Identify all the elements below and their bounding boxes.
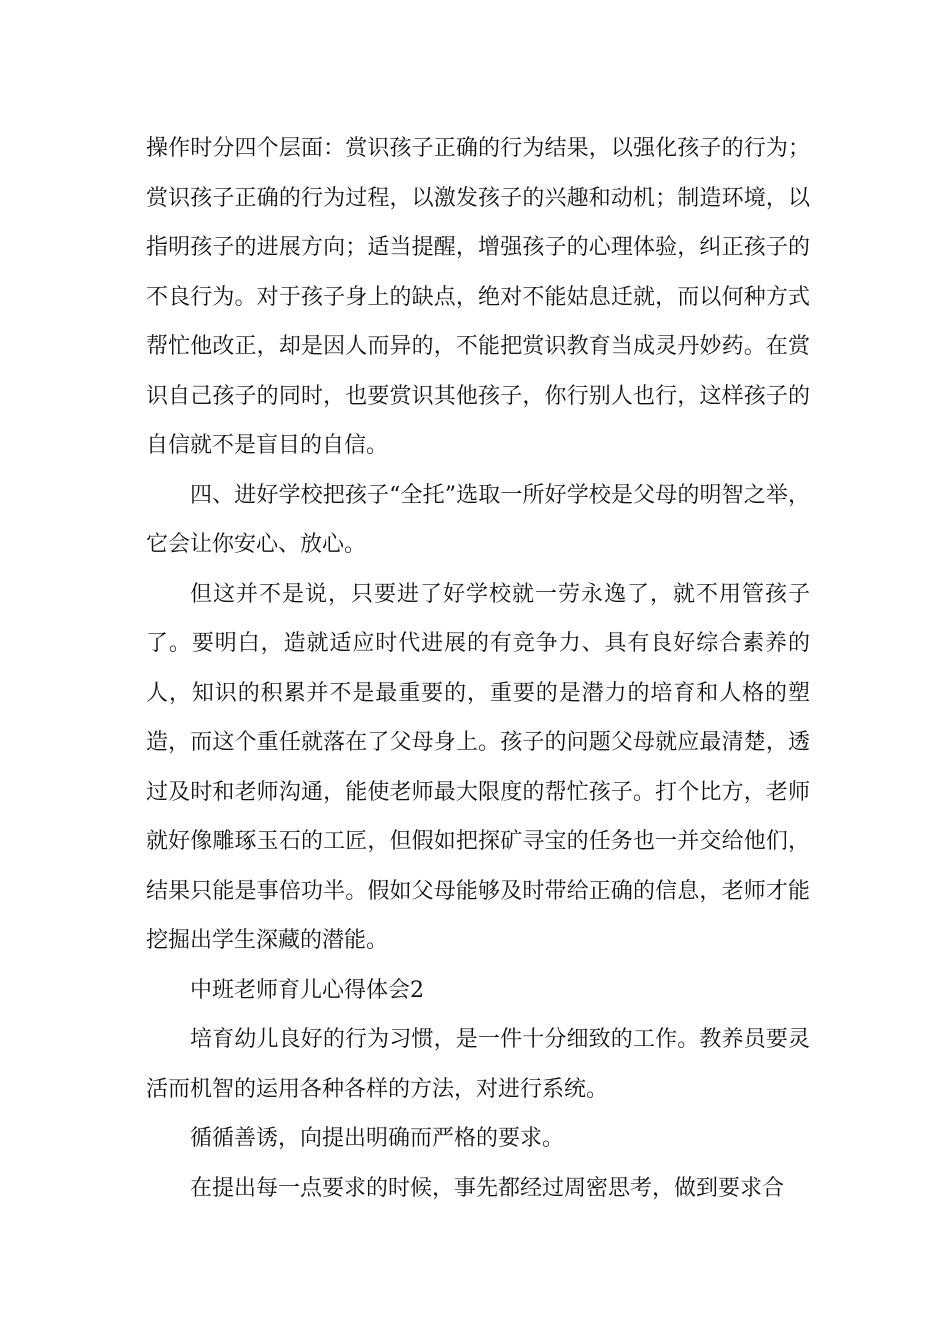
paragraph-requirements: 在提出每一点要求的时候，事先都经过周密思考，做到要求合 bbox=[190, 1175, 785, 1201]
section-heading: 中班老师育儿心得体会2 bbox=[190, 977, 424, 1003]
paragraph-parent-responsibility: 但这并不是说，只要进了好学校就一劳永逸了，就不用管孩子了。要明白，造就适应时代进展的有竞争力、具有良好综合素养的人，知识的积累并不是最重要的，重要的是潜力的培育和人格的塑造，而这个重任就落在了父母身上。孩子的问题父母就应最清楚，透过及时和老师沟通，能使老师最大限度的帮忙孩子。打个比方，老师就好像雕琢玉石的工匠，但假如把探矿寻宝的任务也一并交给他们，结果只能是事倍功半。假如父母能够及时带给正确的信息，老师才能挖掘出学生深藏的潜能。 bbox=[146, 581, 810, 953]
paragraph-guidance: 循循善诱，向提出明确而严格的要求。 bbox=[190, 1126, 565, 1151]
document-body bbox=[146, 124, 810, 1213]
paragraph-behavior-habits: 培育幼儿良好的行为习惯，是一件十分细致的工作。教养员要灵活而机智的运用各种各样的方法，对进行系统。 bbox=[146, 1027, 810, 1102]
paragraph-appreciation-methods: 操作时分四个层面：赏识孩子正确的行为结果，以强化孩子的行为；赏识孩子正确的行为过程，以激发孩子的兴趣和动机；制造环境，以指明孩子的进展方向；适当提醒，增强孩子的心理体验，纠正孩子的不良行为。对于孩子身上的缺点，绝对不能姑息迁就，而以何种方式帮忙他改正，却是因人而异的，不能把赏识教育当成灵丹妙药。在赏识自己孩子的同时，也要赏识其他孩子，你行别人也行，这样孩子的自信就不是盲目的自信。 bbox=[146, 136, 810, 458]
paragraph-good-school: 四、进好学校把孩子“全托”选取一所好学校是父母的明智之举，它会让你安心、放心。 bbox=[146, 482, 810, 557]
